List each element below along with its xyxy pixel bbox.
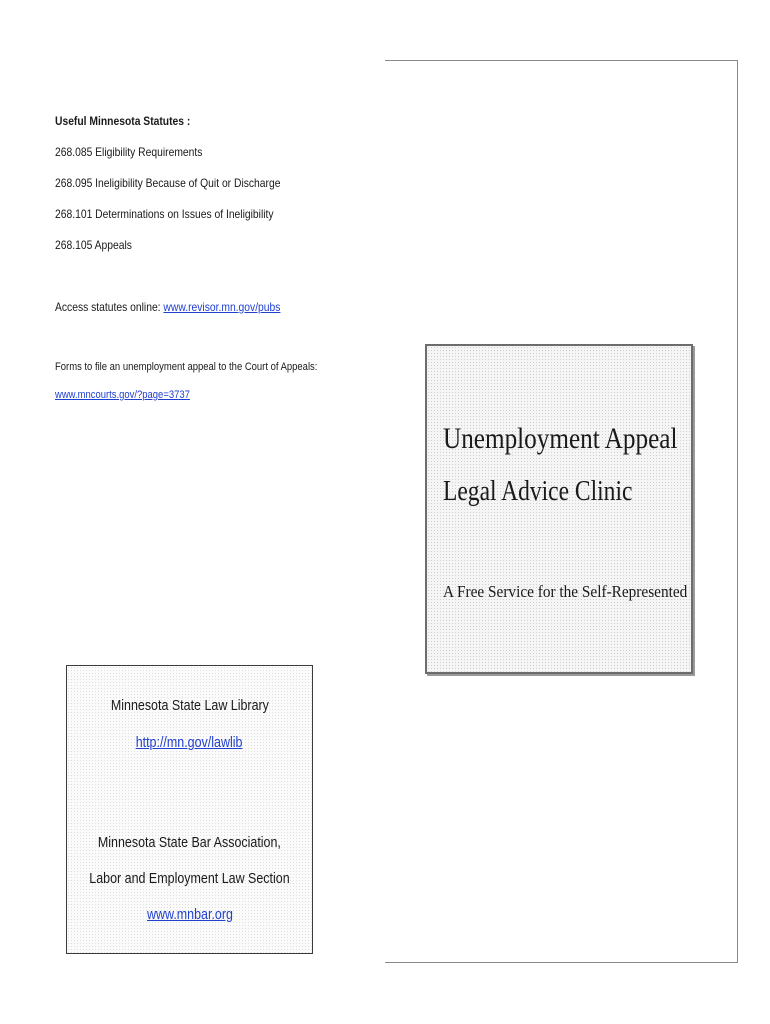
statutes-heading: Useful Minnesota Statutes : bbox=[55, 114, 191, 128]
statute-item: 268.095 Ineligibility Because of Quit or Discharge bbox=[55, 176, 281, 190]
revisor-link[interactable]: www.revisor.mn.gov/pubs bbox=[163, 300, 281, 314]
library-link[interactable]: http://mn.gov/lawlib bbox=[136, 735, 243, 751]
bar-section-name: Labor and Employment Law Section bbox=[89, 871, 290, 887]
library-name-line bbox=[67, 698, 312, 714]
cover-title-box bbox=[425, 344, 693, 674]
forms-label: Forms to file an unemployment appeal to the Court of Appeals: bbox=[55, 361, 318, 373]
statute-item: 268.105 Appeals bbox=[55, 238, 132, 252]
library-name: Minnesota State Law Library bbox=[110, 698, 269, 714]
bar-name-line bbox=[67, 835, 312, 851]
cover-title-line1: Unemployment Appeal bbox=[443, 422, 678, 455]
statute-item: 268.101 Determinations on Issues of Ineligibility bbox=[55, 207, 274, 221]
library-link-line bbox=[67, 735, 312, 751]
access-statutes-line bbox=[55, 300, 280, 314]
mncourts-link[interactable]: www.mncourts.gov/?page=3737 bbox=[55, 389, 190, 401]
cover-tagline: A Free Service for the Self-Represented bbox=[443, 582, 688, 601]
cover-title-line2: Legal Advice Clinic bbox=[443, 476, 633, 507]
bar-association-name: Minnesota State Bar Association, bbox=[97, 835, 281, 851]
contact-info-box bbox=[66, 665, 313, 954]
mnbar-link[interactable]: www.mnbar.org bbox=[146, 907, 233, 923]
access-statutes-label: Access statutes online: bbox=[55, 300, 161, 314]
statute-item: 268.085 Eligibility Requirements bbox=[55, 145, 203, 159]
bar-link-line bbox=[67, 907, 312, 923]
bar-section-line bbox=[67, 871, 312, 887]
